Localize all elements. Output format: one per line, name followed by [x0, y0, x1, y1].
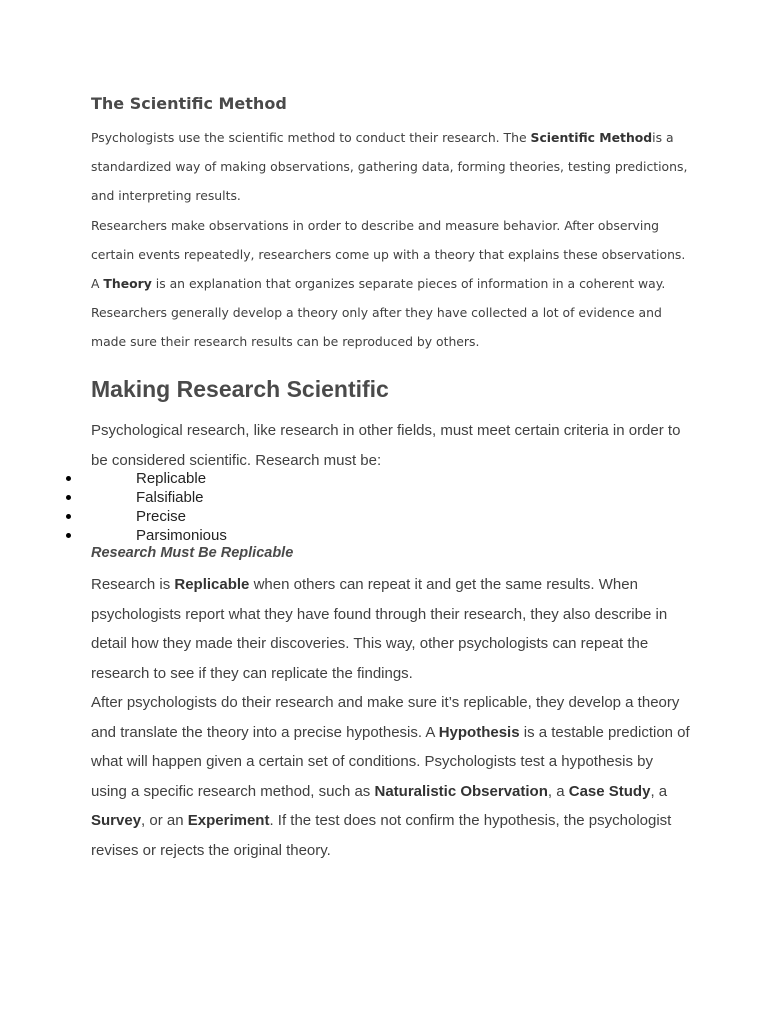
paragraph-text: Research is — [91, 576, 175, 593]
paragraph-text: is a testable prediction of what will happen given a certain set of conditions. Psychologists test a hypothesis by using a specific research method, such as — [91, 723, 690, 800]
paragraph-text: Researchers make observations in order to describe and measure behavior. After observing certain events repeatedly, researchers come up with a theory that explains these observations. A — [91, 218, 686, 291]
term-replicable: Replicable — [174, 576, 250, 593]
criteria-item-label: Parsimonious — [136, 527, 227, 544]
term-case-study: Case Study — [568, 782, 651, 800]
section-heading-making-research-scientific: Making Research Scientific — [91, 376, 389, 402]
paragraph-replicable-definition — [91, 570, 691, 688]
term-theory: Theory — [103, 276, 152, 291]
term-survey: Survey — [91, 812, 142, 829]
bullet-icon — [66, 533, 71, 538]
paragraph-text: , or an — [141, 812, 188, 829]
criteria-item-label: Falsifiable — [136, 489, 204, 506]
criteria-item-label: Replicable — [136, 470, 207, 487]
paragraph-theory-definition — [91, 211, 691, 356]
section-heading-research-replicable: Research Must Be Replicable — [91, 545, 294, 561]
bullet-icon — [66, 514, 71, 519]
paragraph-text: After psychologists do their research and make sure it’s replicable, they develop a theory and translate the theory into a precise hypothesis. A — [91, 694, 680, 741]
list-item — [0, 469, 400, 488]
list-item — [0, 507, 400, 526]
paragraph-criteria-intro: Psychological research, like research in other fields, must meet certain criteria in order to be considered scientific. Research must be: — [91, 422, 681, 469]
term-scientific-method: Scientific Method — [530, 130, 653, 145]
list-item — [0, 488, 400, 507]
paragraph-text: Psychologists use the scientific method to conduct their research. The — [91, 130, 531, 145]
list-item — [0, 526, 400, 545]
term-hypothesis: Hypothesis — [438, 723, 520, 741]
section-heading-scientific-method: The Scientific Method — [91, 94, 287, 113]
paragraph-scientific-method-definition — [91, 123, 691, 210]
paragraph-text: when others can repeat it and get the same results. When psychologists report what they have found through their research, they also describe in detail how they made their discoveries. This way, other psychologists can repeat the research to see if they can replicate the findings. — [91, 576, 668, 682]
bullet-icon — [66, 476, 71, 481]
paragraph-text: , a — [547, 782, 569, 800]
paragraph-text: , a — [650, 782, 668, 800]
bullet-icon — [66, 495, 71, 500]
term-experiment: Experiment — [187, 812, 270, 829]
paragraph-text: . If the test does not confirm the hypothesis, the psychologist revises or rejects the original theory. — [91, 812, 672, 859]
criteria-list — [0, 469, 400, 545]
term-naturalistic-observation: Naturalistic Observation — [374, 782, 548, 800]
paragraph-text: is an explanation that organizes separate pieces of information in a coherent way. Researchers generally develop a theory only after they have collected a lot of evidence and made sure their research results can be reproduced by others. — [91, 276, 666, 349]
criteria-item-label: Precise — [136, 508, 187, 525]
paragraph-text: is a standardized way of making observations, gathering data, forming theories, testing predictions, and interpreting results. — [91, 130, 688, 203]
paragraph-hypothesis-definition — [91, 688, 691, 865]
